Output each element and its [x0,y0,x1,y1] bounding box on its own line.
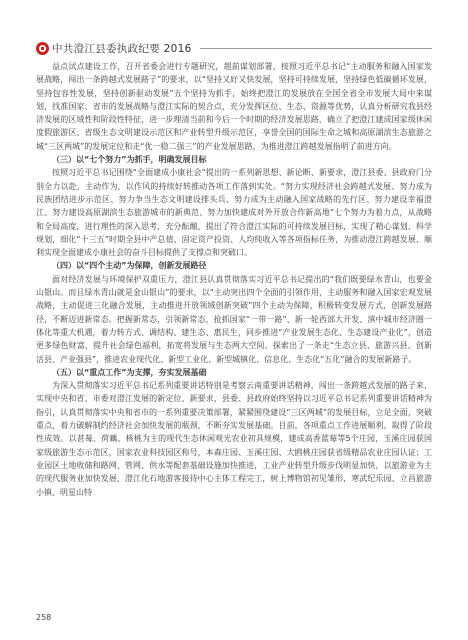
running-header [36,41,192,56]
section-heading: （五）以“重点工作”为支撑，夯实发展基础 [52,367,207,377]
section-heading: （三）以“七个努力”为抓手，明确发展目标 [52,155,207,165]
body-paragraph: 益点试点建设工作，召开省委会进行专题研究，超前谋划部署，按照习近平总书记“主动服务和融入国家发展战略，闯出一条跨越式发展路子”的要求，以“坚持又好又快发展，坚持可持续发展，坚持绿色低碳循环发展，坚持包容性发展，坚持创新驱动发展”五个坚持为抓手，始终把澄江的发展放在全国全省全市发展大局中来谋划，找准国家、省市的发展战略与澄江实际的契合点，充分发挥区位、生态、资源等优势，认真分析研究我县经济发展的区域性和阶段性特征，进一步理清当前和今后一个时期的经济发展思路，确立了把澄江建成国家级休闲度假旅游区、省级生态文明建设示范区和产业转型升级示范区，享誉全国的国际生命之城和高原湖滨生态旅游之城“三区两城”的发展定位和走“优一稳二强三”的产业发展思路，为推进澄江跨越发展指明了前进方向。 [36,62,432,151]
section-heading: （四）以“四个主动”为保障，创新发展路径 [52,261,207,271]
page-number: 258 [36,613,52,622]
header-title: 中共澄江县委执政纪要 2016 [52,43,192,55]
party-emblem-icon [36,42,49,55]
body-paragraph: 为深入贯彻落实习近平总书记系列重要讲话特别是考察云南重要讲话精神，闯出一条跨越式发展的路子来，实现中央和省、市委对澄江发展的新定位、新要求，县委、县政府始终坚持以习近平总书记系列重要讲话精神为指引，认真贯彻落实中央和省市的一系列重要决策部署，紧紧围绕建设“三区两城”的发展目标，立足全面，突破重点，着力破解制约经济社会加快发展的瓶颈，不断夯实发展基础。目前，各项重点工作进展顺利，取得了阶段性成效。以甚莓、荷藕、核桃为主的现代生态休闲观光农业初具规模，建成高香蓝莓等5个庄园，玉溪庄园获国家级旅游生态示范区，国家农业科技园区称号，本森庄园、玉溪庄园、大鸥桃庄园获省级精品农业庄园认证；工业园区土地收储和路网、管网、供水等配套基础设施加快推进，工业产业转型升级步伐明显加快，以旅游业为主的现代服务业加快发展，澄江化石地游客接待中心主体工程完工，树上博物馆初见雏形，寒武纪乐园、立昌旅游小镇、明星山特 [36,381,432,497]
header-rule [200,48,432,49]
body-paragraph: 按照习近平总书记围绕“全面建成小康社会”提出的一系列新思想、新论断、新要求，澄江县委、县政府门分别全力以赴，主动作为，以作风的持续好转推动各项工作落到实处。“努力实现经济社会跨越式发展、努力成为民族团结进步示范区、努力争当生态文明建设排头兵、努力成为主动融入国家战略的先行区、努力建设幸福澄江、努力建设高原湖滨生态旅游城市的新典范、努力加快建成对外开放合作新高地”七个努力为着力点，从战略和全局高度，进行理性的深入思考，充分酝酿，提出了符合澄江实际的可持续发展目标，实现了精心谋划、科学规划，细化“十三五”时期全县中产总值、固定资产投资、人均纯收入等各项指标任务，为推动澄江跨越发展、顺利实现全面建成小康社会的奋斗目标提供了支撑点和突破口。 [36,168,432,258]
page-body [36,60,432,499]
body-paragraph: 面对经济发展与环境保护双重压力，澄江县认真贯彻落实习近平总书记提出的“我们既要绿水青山，也要金山银山。而且绿水青山就是金山银山”的要求，以“主动突出四个全面的引领作用，主动服务和融入国家宏观发展战略，主动促进三化融合发展，主动推进开放领域创新突破”四个主动为保障，积极转变发展方式，创新发展路径，不断迈进新常态。把握新常态，引领新常态，抢抓国家“一带一路”、新一轮西部大开发、滇中城市经济圈一体化等重大机遇，着力转方式、调结构、建生态、惠民生，同步推进“产业发展生态化、生态建设产业化”，创造更多绿色财富，提升社会绿色福利，拓宽将发展与生态两大空间。探索出了一条走“生态立县、旅游兴县、创新活县、产业强县”，推进农业现代化、新型工业化、新型城镇化、信息化、生态化“五化”融合的发展新路子。 [36,274,432,364]
